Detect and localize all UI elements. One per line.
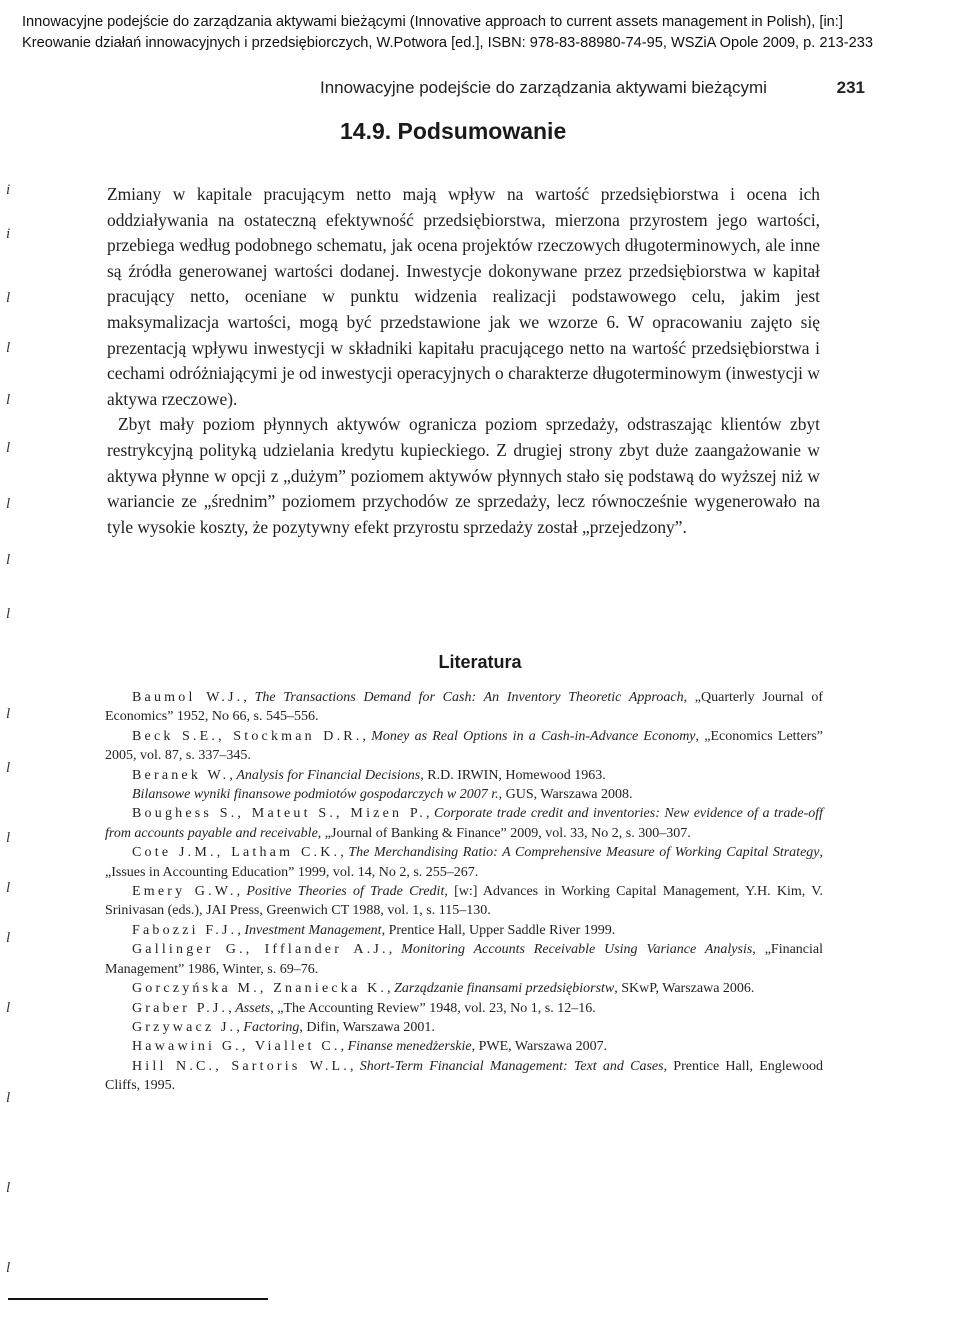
section-title: 14.9. Podsumowanie xyxy=(340,118,567,144)
reference-author: Hill N.C., Sartoris W.L. xyxy=(132,1058,350,1074)
reference-rest: , „Quarterly Journal of Economics” 1952, No 66, s. 545–556. xyxy=(105,690,824,725)
reference-title: Investment Management xyxy=(244,922,382,938)
reference-sep: , xyxy=(236,884,247,900)
reference-sep: , xyxy=(387,981,395,997)
reference-title: Assets xyxy=(235,1000,271,1016)
running-head xyxy=(320,78,865,98)
reference-sep: , xyxy=(340,1039,348,1055)
reference-rest: , Prentice Hall, Englewood Cliffs, 1995. xyxy=(105,1058,823,1094)
reference-rest: , GUS, Warszawa 2008. xyxy=(498,787,633,803)
reference-sep: , xyxy=(362,728,372,744)
reference-rest: , Difin, Warszawa 2001. xyxy=(299,1019,435,1035)
reference-author: Graber P.J. xyxy=(132,1000,229,1016)
reference-rest: , [w:] Advances in Working Capital Management, Y.H. Kim, V. Srinivasan (eds.), JAI Press, Greenwich CT 1988, vol. 1, s. 115–130. xyxy=(105,884,824,919)
reference-sep: , xyxy=(228,1000,236,1016)
reference-item xyxy=(105,999,823,1018)
body-paragraph-1: Zmiany w kapitale pracującym netto mają wpływ na wartość przedsiębiorstwa i ocena ich oddziaływania na ostateczną efektywność przedsiębiorstwa, mierzona przyrostem jego wartości, przebiega według podobnego schematu, jak ocena projektów rzeczowych długoterminowych, ale inne są źródła generowanej wartości dodanej. Inwestycje dokonywane przez przedsiębiorstwa w kapitał pracujący netto, oceniane w punktu widzenia realizacji podstawowego celu, jakim jest maksymalizacja wartości, mogą być przedstawione jak we wzorze 6. W opracowaniu zajęto się prezentacją wpływu inwestycji w składniki kapitału pracującego netto na wartość przedsiębiorstwa i cechami odróżniającymi je od inwestycji operacyjnych o charakterze długoterminowym (inwestycji w aktywa rzeczowe). xyxy=(107,184,820,409)
reference-sep: , xyxy=(340,845,349,861)
reference-item xyxy=(105,804,823,843)
reference-title: The Merchandising Ratio: A Comprehensive Measure of Working Capital Strategy xyxy=(348,845,820,861)
reference-author: Beck S.E., Stockman D.R. xyxy=(132,728,363,744)
reference-author: Beranek W. xyxy=(132,767,230,783)
reference-item xyxy=(105,1018,823,1037)
reference-rest: , Prentice Hall, Upper Saddle River 1999. xyxy=(381,922,616,938)
reference-rest: , PWE, Warszawa 2007. xyxy=(471,1039,608,1055)
reference-author: Baumol W.J. xyxy=(132,690,244,705)
reference-author: Fabozzi F.J. xyxy=(132,922,238,938)
reference-author: Emery G.W. xyxy=(132,884,237,900)
reference-item xyxy=(105,882,823,921)
reference-sep: , xyxy=(349,1058,360,1074)
footnote-rule xyxy=(8,1298,268,1300)
reference-title: Short-Term Financial Management: Text and Cases xyxy=(359,1058,664,1074)
reference-title: Analysis for Financial Decisions xyxy=(236,767,421,783)
reference-title: Factoring xyxy=(243,1019,300,1035)
reference-title: Corporate trade credit and inventories: New evidence of a trade-off from accounts payable and receivable xyxy=(105,806,824,841)
reference-rest: , R.D. IRWIN, Homewood 1963. xyxy=(420,767,606,783)
reference-title: Bilansowe wyniki finansowe podmiotów gospodarczych w 2007 r. xyxy=(132,787,499,803)
citation-line-2: Kreowanie działań innowacyjnych i przedsiębiorczych, W.Potwora [ed.], ISBN: 978-83-88980-74-95, WSZiA Opole 2009, p. 213-233 xyxy=(22,35,873,51)
body-paragraph-2: Zbyt mały poziom płynnych aktywów ogranicza poziom sprzedaży, odstraszając klientów zbyt restrykcyjną polityką udzielania kredytu kupieckiego. Z drugiej strony zbyt duże zaangażowanie w aktywa płynne w opcji z „dużym” poziomem aktywów płynnych stało się podstawą do wyższej niż w wariancie ze „średnim” poziomem przychodów ze sprzedaży, lecz równocześnie wygenerowało na tyle wysokie koszty, że pozytywny efekt przyrostu sprzedaży został „przejedzony”. xyxy=(107,414,820,537)
reference-item xyxy=(105,940,823,979)
reference-author: Grzywacz J. xyxy=(132,1019,237,1035)
reference-sep: , xyxy=(237,922,245,938)
reference-author: Gallinger G., Ifflander A.J. xyxy=(132,942,389,958)
citation-line-1: Innowacyjne podejście do zarządzania aktywami bieżącymi (Innovative approach to current assets management in Polish), [in:] xyxy=(22,14,843,30)
reference-item xyxy=(105,1037,823,1056)
reference-rest: , „Journal of Banking & Finance” 2009, vol. 33, No 2, s. 300–307. xyxy=(317,825,691,841)
reference-item xyxy=(105,727,823,766)
left-margin-scan-marks: i i l l l l l l l l l l l l l l l l xyxy=(6,182,11,1276)
reference-item xyxy=(105,921,823,940)
reference-title: Positive Theories of Trade Credit xyxy=(246,884,445,900)
reference-title: Monitoring Accounts Receivable Using Variance Analysis xyxy=(401,942,753,958)
reference-rest: , SKwP, Warszawa 2006. xyxy=(614,981,755,997)
reference-author: Gorczyńska M., Znaniecka K. xyxy=(132,981,388,997)
reference-rest: , „Issues in Accounting Education” 1999, vol. 14, No 2, s. 255–267. xyxy=(105,845,824,880)
reference-rest: , „The Accounting Review” 1948, vol. 23, No 1, s. 12–16. xyxy=(270,1000,596,1016)
reference-item xyxy=(105,766,823,785)
reference-rest: , „Financial Management” 1986, Winter, s. 69–76. xyxy=(105,942,824,977)
section-body xyxy=(107,182,820,540)
reference-title: The Transactions Demand for Cash: An Inventory Theoretic Approach xyxy=(254,690,684,705)
reference-sep: , xyxy=(229,767,237,783)
reference-title: Finanse menedżerskie xyxy=(347,1039,472,1055)
running-head-title: Innowacyjne podejście do zarządzania aktywami bieżącymi xyxy=(320,78,767,97)
reference-sep: , xyxy=(426,806,435,822)
reference-title: Zarządzanie finansami przedsiębiorstw xyxy=(394,981,615,997)
reference-item xyxy=(105,785,823,804)
reference-item xyxy=(105,843,823,882)
reference-rest: , „Economics Letters” 2005, vol. 87, s. 337–345. xyxy=(105,728,823,764)
reference-author: Cote J.M., Latham C.K. xyxy=(132,845,341,861)
reference-author: Boughess S., Mateut S., Mizen P. xyxy=(132,806,427,822)
reference-author: Hawawini G., Viallet C. xyxy=(132,1039,341,1055)
reference-sep: , xyxy=(236,1019,244,1035)
citation-header xyxy=(22,12,947,54)
reference-item xyxy=(105,979,823,998)
reference-list xyxy=(105,688,823,1096)
reference-item xyxy=(105,688,823,727)
reference-title: Money as Real Options in a Cash-in-Advance Economy xyxy=(371,728,696,744)
reference-sep: , xyxy=(243,690,255,705)
literature-heading: Literatura xyxy=(438,652,522,672)
reference-sep: , xyxy=(388,942,402,958)
reference-item xyxy=(105,1057,823,1096)
page-number: 231 xyxy=(836,78,865,97)
